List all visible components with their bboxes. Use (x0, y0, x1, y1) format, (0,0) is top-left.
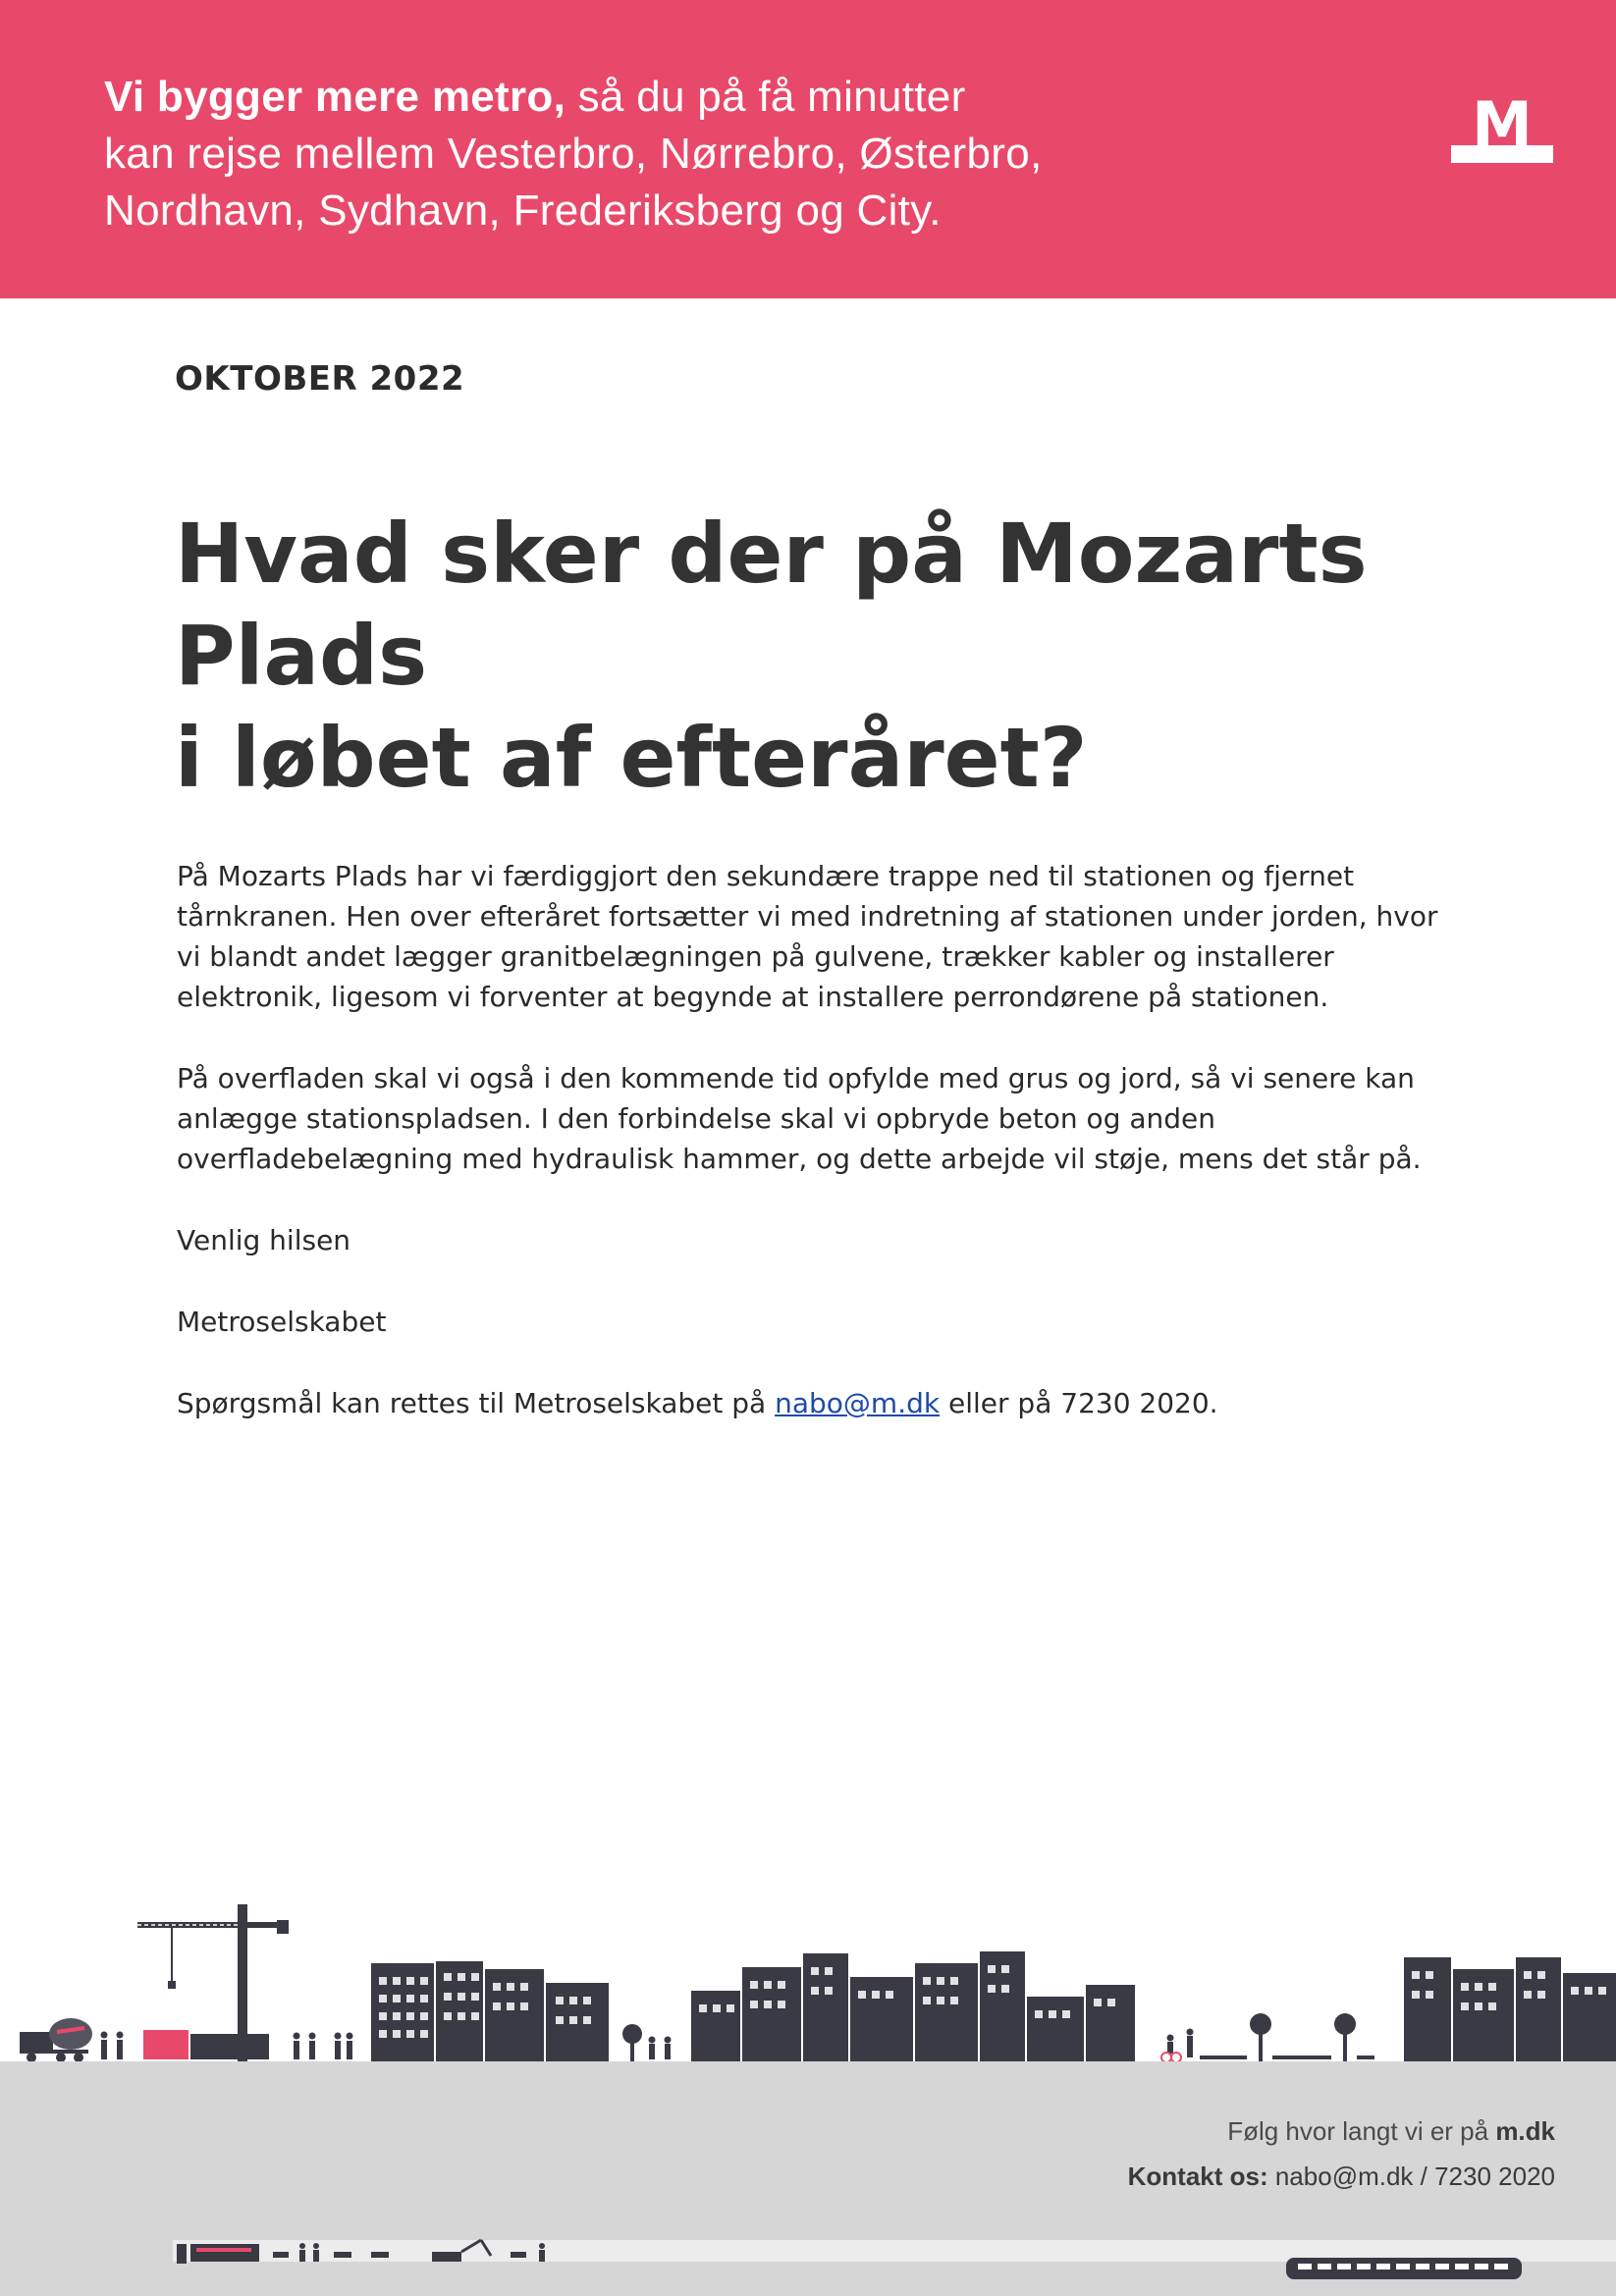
greeting: Venlig hilsen (177, 1224, 351, 1256)
footer-follow-text: Følg hvor langt vi er på (1227, 2116, 1496, 2146)
page-title (175, 503, 1530, 809)
contact-line (177, 1383, 1453, 1423)
footer-contact-value: nabo@m.dk / 7230 2020 (1267, 2162, 1555, 2191)
people-icon (101, 2032, 124, 2060)
page-title-line2: i løbet af efteråret? (175, 710, 1088, 806)
banner-slogan (104, 69, 1380, 240)
banner-slogan-bold: Vi bygger mere metro, (104, 73, 566, 121)
metro-logo-letter: M (1472, 90, 1533, 160)
footer-contact-label: Kontakt os: (1127, 2162, 1268, 2191)
issue-date: OKTOBER 2022 (175, 359, 465, 399)
footer-site-link[interactable]: m.dk (1495, 2116, 1555, 2146)
letter-body (177, 856, 1453, 1465)
banner-slogan-line3: Nordhavn, Sydhavn, Frederiksberg og City. (104, 187, 942, 235)
paragraph-1: På Mozarts Plads har vi færdiggjort den sekundære trappe ned til stationen og fjernet tårnkranen. Hen over efteråret fortsætter vi med indretning af stationen under jorden, hvor vi blandt andet lægger granitbelægningen på gulvene, trækker kabler og installerer elektronik, ligesom vi forventer at begynde at installere perrondørene på stationen. (177, 860, 1438, 1013)
contact-prefix: Spørgsmål kan rettes til Metroselskabet på (177, 1387, 776, 1419)
buildings-block-1 (371, 1961, 609, 2061)
metro-logo-icon (1451, 90, 1553, 163)
header-banner (0, 0, 1616, 298)
underground-strip-illustration (0, 2238, 1616, 2296)
email-link[interactable]: nabo@m.dk (775, 1387, 941, 1419)
page-title-line1: Hvad sker der på Mozarts Plads (175, 506, 1368, 704)
buildings-block-3 (1404, 1957, 1616, 2061)
signature: Metroselskabet (177, 1306, 387, 1338)
banner-slogan-line2: kan rejse mellem Vesterbro, Nørrebro, Østerbro, (104, 130, 1043, 178)
footer-follow (1227, 2116, 1555, 2147)
footer-contact (1128, 2162, 1555, 2192)
paragraph-2: På overfladen skal vi også i den kommende tid opfylde med grus og jord, så vi senere kan anlægge stationspladsen. I den forbindelse skal vi opbryde beton og anden overfladebelægning med hydraulisk hammer, og dette arbejde vil støje, mens det står på. (177, 1062, 1422, 1175)
contact-suffix: eller på 7230 2020. (940, 1387, 1218, 1419)
metro-train-icon (1286, 2258, 1522, 2279)
banner-slogan-line1: så du på få minutter (566, 73, 966, 121)
city-skyline-illustration (0, 1895, 1616, 2061)
mixer-truck-icon (20, 2018, 92, 2061)
